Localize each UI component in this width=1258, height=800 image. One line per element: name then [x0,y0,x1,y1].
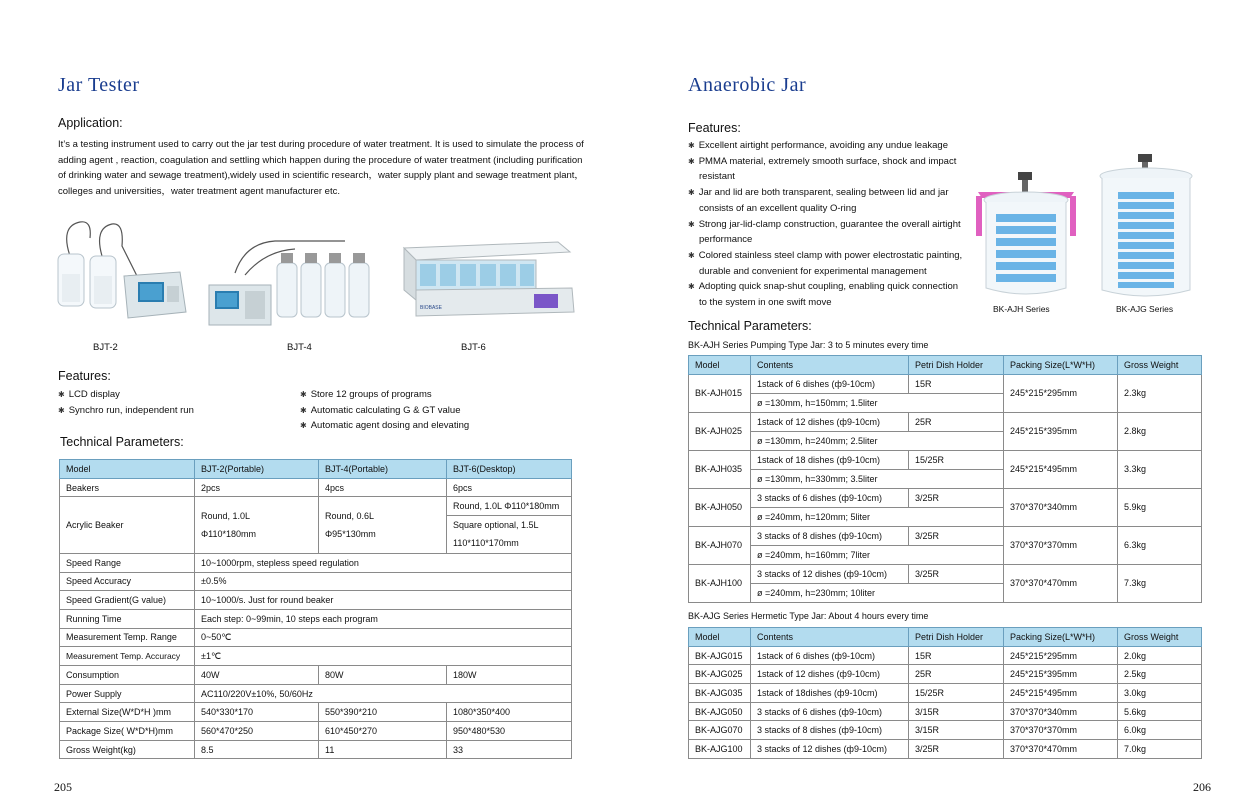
table-cell: 3 stacks of 12 dishes (ф9-10cm) [751,740,909,759]
table-header-row [689,356,1202,375]
table-cell: 610*450*270 [319,722,447,741]
table-cell: BK-AJH050 [689,488,751,526]
feature-item: ✱ Excellent airtight performance, avoiding any undue leakage [688,138,973,154]
table-row [60,478,572,497]
table-cell: 245*215*395mm [1004,665,1118,684]
cell-line: ø =130mm, h=240mm; 2.5liter [751,431,1003,450]
table-cell: 560*470*250 [195,722,319,741]
contents-line: 1stack of 6 dishes (ф9-10cm) [751,375,909,394]
table-cell: Measurement Temp. Range [60,628,195,647]
cell-line: ø =240mm, h=230mm; 10liter [751,583,1003,602]
feature-item-continued: to the system in one swift move [699,297,832,309]
table-cell: BK-AJG070 [689,721,751,740]
cell-line: Φ95*130mm [325,529,376,540]
table-row [689,488,1202,526]
anaerobic-features-heading: Features: [688,121,741,135]
anaerobic-tech-heading: Technical Parameters: [688,319,812,333]
table-cell [195,497,319,554]
table-cell: BK-AJH025 [689,412,751,450]
table-row [689,646,1202,665]
cell-line: Φ110*180mm [201,529,257,540]
application-line: of drinking water and sewage treatment),widely used in scientific research，water supply plant and sewage treatment plant， [58,170,584,182]
table-cell: 2.8kg [1118,412,1202,450]
ajg-spec-table [688,627,1202,759]
table-cell [751,412,1004,450]
table-cell: 540*330*170 [195,703,319,722]
contents-line: 1stack of 18 dishes (ф9-10cm) [751,451,909,470]
table-cell: Speed Accuracy [60,572,195,591]
table-row [689,526,1202,564]
ajh-spec-table [688,355,1202,603]
table-row [689,740,1202,759]
table-cell: ±0.5% [195,572,572,591]
bk-ajg-caption: BK-AJG Series [1116,304,1174,314]
bk-ajh-caption: BK-AJH Series [993,304,1050,314]
jar-tester-spec-table [59,459,572,759]
table-cell: Acrylic Beaker [60,497,195,554]
table-cell [751,450,1004,488]
cell-line [751,413,1003,432]
table-cell: 370*370*340mm [1004,488,1118,526]
table-cell: 5.9kg [1118,488,1202,526]
table-row [60,666,572,685]
cell-line [751,489,1003,508]
bjt-2-caption: BJT-2 [93,342,118,353]
table-cell: 2.0kg [1118,646,1202,665]
cell-line [751,565,1003,584]
table-cell: Consumption [60,666,195,685]
application-line: colleges and universities，water treatment agent manufacturer etc. [58,186,340,198]
table-cell [447,497,572,554]
cell-line: Round, 1.0L [201,511,251,522]
table-cell: Beakers [60,478,195,497]
table-cell: 80W [319,666,447,685]
table-cell: BK-AJH035 [689,450,751,488]
bk-ajg-jar-image [1096,152,1196,300]
jar-tester-features-col2 [300,387,469,434]
table-cell: 1080*350*400 [447,703,572,722]
table-row [60,722,572,741]
table-cell: 6pcs [447,478,572,497]
table-cell: 1stack of 18dishes (ф9-10cm) [751,684,909,703]
table-cell: BK-AJG100 [689,740,751,759]
table-cell: Speed Range [60,553,195,572]
table-cell: 370*370*470mm [1004,564,1118,602]
holder-value: 15R [915,378,932,389]
bjt-4-caption: BJT-4 [287,342,312,353]
table-header-row [60,460,572,479]
cell-line: 110*110*170mm [453,538,519,549]
application-heading: Application: [58,116,123,130]
feature-item-continued: performance [699,234,753,246]
holder-value: 3/25R [915,492,940,503]
feature-item-continued: consists of an excellent quality O-ring [699,202,857,214]
jar-tester-features-heading: Features: [58,369,111,383]
table-header-cell: Petri Dish Holder [909,628,1004,647]
holder-value: 25R [915,416,932,427]
table-row [689,702,1202,721]
bjt-4-product-image [205,233,375,328]
feature-item: ✱ Strong jar-lid-clamp construction, guarantee the overall airtight [688,217,973,233]
table-cell: 33 [447,740,572,759]
table-cell: 40W [195,666,319,685]
table-cell: 2.5kg [1118,665,1202,684]
table-cell: 3.0kg [1118,684,1202,703]
table-cell: BK-AJH070 [689,526,751,564]
cell-line [751,451,1003,470]
table-cell: Package Size( W*D*H)mm [60,722,195,741]
table-cell: ±1℃ [195,647,572,666]
table-row [689,412,1202,450]
feature-item: ✱ Colored stainless steel clamp with power electrostatic painting, [688,248,973,264]
table-cell: BK-AJH015 [689,374,751,412]
table-cell [751,488,1004,526]
table-header-cell: Contents [751,356,909,375]
ajg-series-note: BK-AJG Series Hermetic Type Jar: About 4 hours every time [688,611,929,621]
table-row [60,572,572,591]
table-cell: 2.3kg [1118,374,1202,412]
feature-item: ✱ Synchro run, independent run [58,403,194,419]
table-cell: 3/25R [909,740,1004,759]
table-header-cell: Petri Dish Holder [909,356,1004,375]
table-cell: BK-AJG025 [689,665,751,684]
application-paragraph [58,137,588,200]
feature-item: ✱ Jar and lid are both transparent, sealing between lid and jar [688,185,973,201]
table-cell: 11 [319,740,447,759]
table-cell: 6.3kg [1118,526,1202,564]
page-number-left: 205 [54,780,72,794]
table-cell [751,564,1004,602]
feature-item-continued: durable and convenient for experimental management [699,265,927,277]
table-cell: Running Time [60,609,195,628]
table-cell: Measurement Temp. Accuracy [60,647,195,666]
table-cell: 10~1000/s. Just for round beaker [195,591,572,610]
table-header-cell: Model [689,628,751,647]
feature-item: ✱ Store 12 groups of programs [300,387,469,403]
table-cell: BK-AJG015 [689,646,751,665]
table-row [60,497,572,554]
jar-tester-title: Jar Tester [58,74,140,96]
table-row [689,665,1202,684]
cell-line: ø =240mm, h=120mm; 5liter [751,507,1003,526]
table-header-cell: Model [60,460,195,479]
anaerobic-features-list [688,138,973,311]
cell-line [751,527,1003,546]
table-cell: 8.5 [195,740,319,759]
table-cell: 245*215*495mm [1004,684,1118,703]
table-row [689,374,1202,412]
table-row [60,591,572,610]
table-cell: 370*370*370mm [1004,526,1118,564]
table-row [60,740,572,759]
feature-item: ✱ Automatic calculating G & GT value [300,403,469,419]
table-cell: External Size(W*D*H )mm [60,703,195,722]
table-cell: 3 stacks of 6 dishes (ф9-10cm) [751,702,909,721]
table-header-cell: Packing Size(L*W*H) [1004,356,1118,375]
feature-item-continued: resistant [699,171,735,183]
table-cell: 370*370*470mm [1004,740,1118,759]
jar-tester-tech-heading: Technical Parameters: [60,435,184,449]
cell-line: Round, 0.6L [325,511,375,522]
table-cell [751,374,1004,412]
application-line: It’s a testing instrument used to carry out the jar test during procedure of water treatment. It is used to simulate the process of [58,139,584,150]
contents-line: 3 stacks of 6 dishes (ф9-10cm) [751,489,909,508]
ajh-series-note: BK-AJH Series Pumping Type Jar: 3 to 5 minutes every time [688,340,929,350]
bjt-6-caption: BJT-6 [461,342,486,353]
biobase-logo-text: BIOBASE [420,305,442,311]
table-cell: Each step: 0~99min, 10 steps each program [195,609,572,628]
application-line: adding agent , reaction, coagulation and settling which happen during the procedure of water treatment (including purification [58,154,583,166]
table-cell: 245*215*495mm [1004,450,1118,488]
cell-line: Square optional, 1.5L [453,519,539,530]
table-cell [751,526,1004,564]
table-cell: 10~1000rpm, stepless speed regulation [195,553,572,572]
table-row [60,553,572,572]
table-row [689,564,1202,602]
table-cell: 3/15R [909,702,1004,721]
holder-value: 3/25R [915,568,940,579]
contents-line: 1stack of 12 dishes (ф9-10cm) [751,413,909,432]
table-header-cell: BJT-6(Desktop) [447,460,572,479]
table-row [60,647,572,666]
table-row [60,703,572,722]
jar-tester-features-col1 [58,387,194,418]
table-header-cell: Contents [751,628,909,647]
page-number-right: 206 [1193,780,1211,794]
table-cell: Power Supply [60,684,195,703]
table-cell: BK-AJH100 [689,564,751,602]
anaerobic-jar-title: Anaerobic Jar [688,74,807,96]
table-cell: 7.3kg [1118,564,1202,602]
table-cell: 1stack of 12 dishes (ф9-10cm) [751,665,909,684]
cell-line: Round, 1.0L Φ110*180mm [447,497,571,516]
table-cell: 245*215*395mm [1004,412,1118,450]
table-cell: 2pcs [195,478,319,497]
cell-line: ø =130mm, h=330mm; 3.5liter [751,469,1003,488]
table-cell: Gross Weight(kg) [60,740,195,759]
feature-item: ✱ LCD display [58,387,194,403]
table-cell: 15/25R [909,684,1004,703]
table-cell: 370*370*340mm [1004,702,1118,721]
table-cell [319,497,447,554]
table-row [689,684,1202,703]
table-header-cell: Gross Weight [1118,356,1202,375]
feature-item: ✱ PMMA material, extremely smooth surface, shock and impact [688,154,973,170]
table-cell: 370*370*370mm [1004,721,1118,740]
table-cell: 25R [909,665,1004,684]
table-cell: 180W [447,666,572,685]
table-header-row [689,628,1202,647]
table-row [60,628,572,647]
table-cell: 15R [909,646,1004,665]
bjt-2-product-image [52,216,192,328]
feature-item: ✱ Adopting quick snap-shut coupling, enabling quick connection [688,279,973,295]
table-cell: 6.0kg [1118,721,1202,740]
cell-line: ø =130mm, h=150mm; 1.5liter [751,393,1003,412]
table-cell: 5.6kg [1118,702,1202,721]
table-cell: BK-AJG050 [689,702,751,721]
table-cell: Speed Gradient(G value) [60,591,195,610]
table-cell: 950*480*530 [447,722,572,741]
table-header-cell: Gross Weight [1118,628,1202,647]
table-cell: 245*215*295mm [1004,374,1118,412]
table-cell: BK-AJG035 [689,684,751,703]
table-cell: 0~50℃ [195,628,572,647]
contents-line: 3 stacks of 8 dishes (ф9-10cm) [751,527,909,546]
cell-line: ø =240mm, h=160mm; 7liter [751,545,1003,564]
table-cell: 245*215*295mm [1004,646,1118,665]
feature-item: ✱ Automatic agent dosing and elevating [300,418,469,434]
cell-line [751,375,1003,394]
table-cell: 4pcs [319,478,447,497]
table-row [689,450,1202,488]
table-cell: 7.0kg [1118,740,1202,759]
table-cell: 550*390*210 [319,703,447,722]
table-cell: 3 stacks of 8 dishes (ф9-10cm) [751,721,909,740]
table-row [60,684,572,703]
table-header-cell: Packing Size(L*W*H) [1004,628,1118,647]
table-row [689,721,1202,740]
holder-value: 15/25R [915,454,945,465]
table-cell: 3/15R [909,721,1004,740]
contents-line: 3 stacks of 12 dishes (ф9-10cm) [751,565,909,584]
table-cell: 3.3kg [1118,450,1202,488]
table-row [60,609,572,628]
table-header-cell: Model [689,356,751,375]
bjt-6-product-image [398,238,578,318]
bk-ajh-jar-image [974,166,1084,300]
table-header-cell: BJT-4(Portable) [319,460,447,479]
table-header-cell: BJT-2(Portable) [195,460,319,479]
table-cell: 1stack of 6 dishes (ф9-10cm) [751,646,909,665]
table-cell: AC110/220V±10%, 50/60Hz [195,684,572,703]
holder-value: 3/25R [915,530,940,541]
